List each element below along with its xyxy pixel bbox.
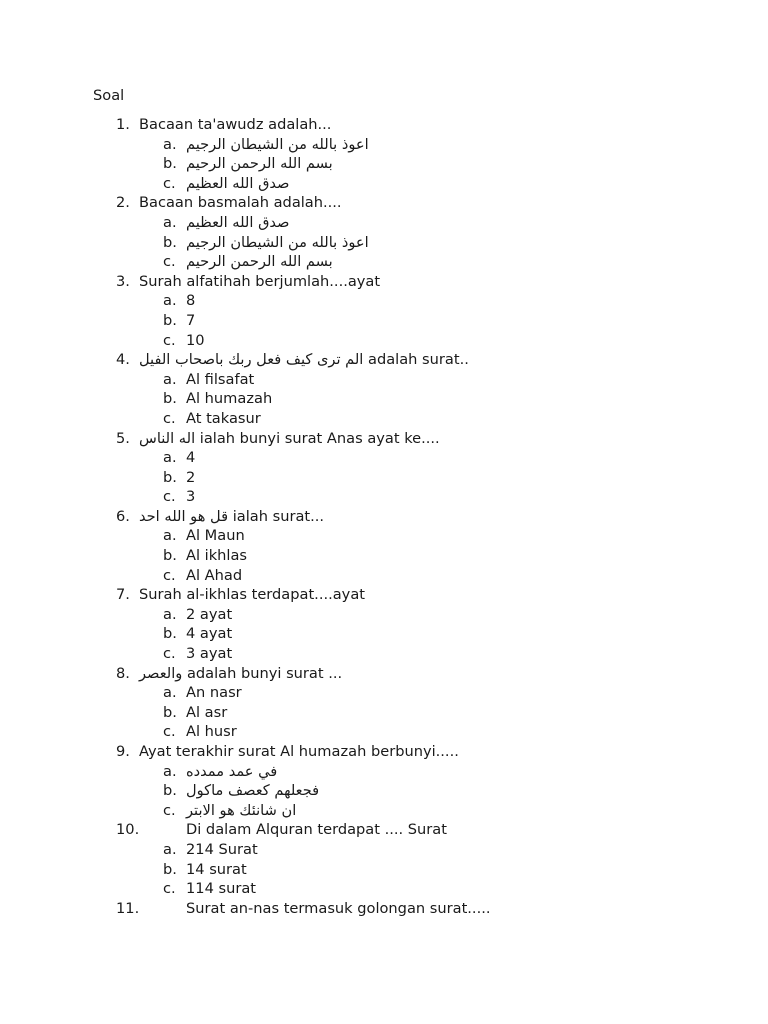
option-text: 10: [186, 331, 205, 349]
answer-option: [0, 311, 768, 331]
answer-option: [0, 801, 768, 821]
question-text: [139, 115, 331, 135]
question-number: 1.: [116, 116, 130, 133]
question-arabic-text: قل هو الله احد: [139, 507, 229, 525]
question-row: [0, 585, 768, 605]
question-text: [139, 585, 365, 605]
question-number: 3.: [116, 272, 130, 290]
question-text: [139, 272, 380, 292]
question-body: Surah alfatihah berjumlah....ayat: [139, 272, 381, 290]
question-body: adalah surat..: [368, 351, 469, 369]
option-text: 7: [186, 311, 196, 329]
question-text: [186, 899, 491, 919]
option-text: 3: [186, 488, 196, 506]
option-letter: a.: [163, 370, 177, 388]
option-text: Al Maun: [186, 527, 245, 545]
question-text: [139, 507, 324, 527]
page-title: Soal: [93, 87, 125, 104]
question-item: [0, 193, 768, 271]
question-text: [139, 193, 342, 213]
option-letter: b.: [163, 390, 177, 408]
option-text: اعوذ بالله من الشيطان الرجيم: [186, 233, 369, 251]
option-text: فجعلهم كعصف ماكول: [186, 782, 320, 800]
answer-option: [0, 546, 768, 566]
option-letter: a.: [163, 213, 177, 231]
option-letter: c.: [163, 880, 176, 898]
question-body: adalah bunyi surat ...: [186, 664, 343, 682]
option-letter: b.: [163, 311, 177, 329]
question-text: [139, 429, 440, 449]
question-number: 6.: [116, 507, 130, 525]
option-letter: a.: [163, 449, 177, 467]
option-letter: b.: [163, 625, 177, 643]
option-letter: c.: [163, 801, 176, 819]
question-row: [0, 429, 768, 449]
option-letter: c.: [163, 253, 176, 271]
option-text: Al humazah: [186, 390, 273, 408]
question-item: [0, 350, 768, 428]
option-letter: b.: [163, 468, 177, 486]
option-text: At takasur: [186, 409, 261, 427]
option-letter: b.: [163, 547, 177, 565]
question-item: [0, 272, 768, 350]
answer-option: [0, 781, 768, 801]
answer-option: [0, 624, 768, 644]
option-letter: c.: [163, 331, 176, 349]
answer-option: [0, 487, 768, 507]
answer-option: [0, 252, 768, 272]
option-text: 3 ayat: [186, 645, 233, 663]
answer-option: [0, 722, 768, 742]
question-body: ialah bunyi surat Anas ayat ke....: [199, 429, 440, 447]
question-item: [0, 820, 768, 898]
question-item: [0, 742, 768, 820]
answer-option: [0, 409, 768, 429]
answer-option: [0, 174, 768, 194]
answer-option: [0, 468, 768, 488]
option-text: Al filsafat: [186, 370, 255, 388]
answer-option: [0, 370, 768, 390]
question-number: 9.: [116, 743, 130, 760]
question-body: Surat an-nas termasuk golongan surat.....: [186, 899, 491, 917]
question-arabic-text: والعصر: [139, 664, 183, 682]
option-letter: b.: [163, 782, 177, 800]
option-text: Al Ahad: [186, 566, 243, 584]
answer-option: [0, 135, 768, 155]
option-text: 4 ayat: [186, 625, 233, 643]
question-arabic-text: اله الناس: [139, 429, 196, 447]
question-item: [0, 429, 768, 507]
answer-option: [0, 566, 768, 586]
option-letter: b.: [163, 860, 177, 878]
option-letter: a.: [163, 292, 177, 310]
option-letter: c.: [163, 723, 176, 741]
question-number: 10.: [116, 821, 140, 839]
question-row: [0, 115, 768, 135]
option-text: 2 ayat: [186, 605, 233, 623]
question-text: [139, 664, 342, 684]
option-letter: b.: [163, 233, 177, 251]
option-letter: b.: [163, 703, 177, 721]
option-text: 14 surat: [186, 860, 247, 878]
question-row: [0, 272, 768, 292]
answer-option: [0, 644, 768, 664]
option-text: 114 surat: [186, 880, 257, 898]
option-text: بسم الله الرحمن الرحيم: [186, 253, 333, 271]
option-text: ان شانئك هو الابتر: [186, 801, 297, 819]
option-letter: c.: [163, 409, 176, 427]
question-text: [186, 820, 447, 840]
option-text: 4: [186, 449, 196, 467]
question-body: ialah surat...: [232, 507, 325, 525]
question-row: [0, 899, 768, 919]
option-text: صدق الله العظيم: [186, 174, 290, 192]
question-row: [0, 664, 768, 684]
question-body: Bacaan basmalah adalah....: [139, 194, 342, 212]
option-text: بسم الله الرحمن الرحيم: [186, 155, 333, 173]
answer-option: [0, 605, 768, 625]
answer-option: [0, 703, 768, 723]
question-item: [0, 507, 768, 585]
answer-option: [0, 233, 768, 253]
question-number: 11.: [116, 899, 140, 917]
question-number: 7.: [116, 586, 130, 604]
option-text: في عمد ممدده: [186, 762, 278, 780]
option-letter: c.: [163, 566, 176, 584]
answer-option: [0, 879, 768, 899]
option-letter: b.: [163, 155, 177, 173]
answer-option: [0, 389, 768, 409]
option-letter: a.: [163, 605, 177, 623]
question-row: [0, 350, 768, 370]
option-text: صدق الله العظيم: [186, 213, 290, 231]
question-arabic-text: الم ترى كيف فعل ربك باصحاب الفيل: [139, 351, 364, 369]
option-letter: a.: [163, 684, 177, 702]
question-row: [0, 507, 768, 527]
question-item: [0, 585, 768, 663]
answer-option: [0, 213, 768, 233]
question-body: Di dalam Alquran terdapat .... Surat: [186, 821, 447, 839]
question-item: [0, 664, 768, 742]
answer-option: [0, 840, 768, 860]
question-item: [0, 115, 768, 193]
question-list: [0, 115, 768, 918]
option-text: 214 Surat: [186, 840, 258, 858]
answer-option: [0, 526, 768, 546]
question-text: [139, 350, 469, 370]
answer-option: [0, 762, 768, 782]
question-number: 4.: [116, 351, 130, 369]
question-row: [0, 820, 768, 840]
question-row: [0, 193, 768, 213]
answer-option: [0, 154, 768, 174]
answer-option: [0, 291, 768, 311]
option-text: 8: [186, 292, 196, 310]
option-letter: a.: [163, 762, 177, 780]
question-number: 2.: [116, 194, 130, 212]
question-text: [139, 742, 459, 762]
question-body: Ayat terakhir surat Al humazah berbunyi.....: [139, 743, 459, 760]
option-letter: a.: [163, 840, 177, 858]
option-letter: c.: [163, 174, 176, 192]
answer-option: [0, 683, 768, 703]
answer-option: [0, 331, 768, 351]
option-letter: c.: [163, 645, 176, 663]
option-text: Al ikhlas: [186, 547, 248, 565]
option-letter: a.: [163, 135, 177, 153]
answer-option: [0, 448, 768, 468]
option-text: Al asr: [186, 703, 228, 721]
question-number: 5.: [116, 429, 130, 447]
option-text: An nasr: [186, 684, 242, 702]
question-number: 8.: [116, 664, 130, 682]
answer-option: [0, 860, 768, 880]
option-letter: c.: [163, 488, 176, 506]
option-letter: a.: [163, 527, 177, 545]
question-item: [0, 899, 768, 919]
question-body: Bacaan ta'awudz adalah...: [139, 116, 332, 133]
option-text: 2: [186, 468, 196, 486]
question-row: [0, 742, 768, 762]
question-body: Surah al-ikhlas terdapat....ayat: [139, 586, 365, 604]
option-text: Al husr: [186, 723, 237, 741]
option-text: اعوذ بالله من الشيطان الرجيم: [186, 135, 369, 153]
